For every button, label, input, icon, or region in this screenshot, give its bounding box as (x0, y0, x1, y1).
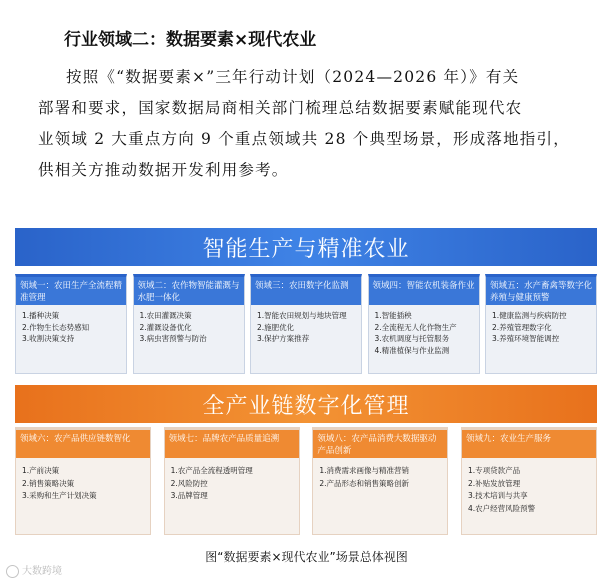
section-heading: 行业领域二：数据要素×现代农业 (64, 30, 317, 50)
section1-banner: 智能生产与精准农业 (15, 228, 597, 266)
domain-card (312, 427, 448, 535)
scenario-list (134, 305, 244, 350)
domain-card-title: 领域八：农产品消费大数据驱动产品创新 (313, 430, 447, 458)
section2-banner: 全产业链数字化管理 (15, 385, 597, 423)
scenario-item: 3.病虫害预警与防治 (139, 334, 207, 343)
scenario-item: 1.健康监测与疾病防控 (492, 311, 567, 320)
scenario-list (486, 305, 596, 350)
paragraph-line-4: 供相关方推动数据开发利用参考。 (38, 161, 289, 179)
scenario-item: 4.农户经营风险预警 (467, 503, 536, 513)
intro-paragraph (38, 62, 598, 186)
domain-card-title: 领域七：品牌农产品质量追溯 (165, 430, 299, 458)
domain-card (15, 274, 127, 374)
domain-card-title: 领域一：农田生产全流程精准管理 (16, 277, 126, 305)
scenario-item: 2.灌溉设备优化 (139, 322, 192, 332)
domain-card (164, 427, 300, 535)
paragraph-line-1 (38, 62, 598, 93)
scenario-item: 1.播种决策 (22, 311, 60, 320)
scenario-item: 3.采购和生产计划决策 (22, 491, 97, 500)
scenario-item: 2.销售策略决策 (22, 478, 75, 488)
scenario-list (165, 458, 299, 508)
domain-card-title: 领域四：智能农机装备作业 (369, 277, 479, 305)
watermark (6, 562, 62, 578)
domain-card-title: 领域五：水产畜禽等数字化养殖与健康预警 (486, 277, 596, 305)
domain-card (485, 274, 597, 374)
scenario-item: 3.品牌管理 (170, 491, 208, 500)
scenario-list (16, 305, 126, 350)
paragraph-line-2: 部署和要求，国家数据局商相关部门梳理总结数据要素赋能现代农 (38, 99, 523, 117)
domain-card (461, 427, 597, 535)
scenario-item: 2.作物生长态势感知 (22, 322, 90, 332)
scenario-item: 3.保护方案推荐 (257, 334, 310, 343)
scenario-item: 2.全流程无人化作物生产 (374, 322, 457, 332)
domain-card (133, 274, 245, 374)
scenario-item: 3.农机调度与托管服务 (374, 334, 450, 343)
scenario-item: 2.施肥优化 (257, 322, 295, 332)
domain-card-title: 领域六：农产品供应链数智化 (16, 430, 150, 458)
scenario-list (369, 305, 479, 361)
domain-card (250, 274, 362, 374)
scenario-item: 3.技术培训与共享 (467, 491, 528, 500)
paragraph-line-3: 业领域 2 大重点方向 9 个重点领域共 28 个典型场景，形成落地指引， (38, 130, 570, 148)
scenario-item: 2.养殖管理数字化 (492, 322, 552, 332)
scenario-item: 1.农田灌溉决策 (139, 311, 192, 320)
scenario-item: 1.智能农田规划与地块管理 (257, 311, 347, 320)
scenario-list (462, 458, 596, 520)
scenario-list (16, 458, 150, 508)
scenario-list (251, 305, 361, 350)
paragraph-line-1-text: 按照《“数据要素×”三年行动计划（2024—2026 年）》有关 (66, 68, 520, 86)
scenario-item: 4.精准植保与作业监测 (374, 345, 450, 355)
watermark-logo-icon (6, 565, 19, 578)
domain-card-title: 领域三：农田数字化监测 (251, 277, 361, 305)
domain-card (368, 274, 480, 374)
scenario-item: 2.补贴发放管理 (467, 478, 521, 488)
scenario-item: 2.风险防控 (170, 478, 208, 488)
scenario-item: 3.养殖环境智能调控 (492, 334, 560, 343)
scenario-item: 2.产品形态和销售策略创新 (319, 478, 409, 488)
section2-cards (15, 427, 597, 535)
domain-card-title: 领域九：农业生产服务 (462, 430, 596, 458)
scenario-item: 1.产前决策 (22, 466, 60, 475)
section1-cards (15, 274, 597, 374)
scenario-item: 1.专项贷款产品 (467, 466, 521, 475)
figure-caption: 图“数据要素×现代农业”场景总体视图 (205, 550, 408, 564)
watermark-text: 大数跨境 (22, 566, 62, 577)
scenario-item: 1.消费需求画像与精准营销 (319, 466, 409, 475)
scenario-item: 1.智能插秧 (374, 311, 412, 320)
scenario-item: 1.农产品全流程透明管理 (170, 466, 253, 475)
scenario-item: 3.收割决策支持 (22, 334, 75, 343)
domain-card-title: 领域二：农作物智能灌溉与水肥一体化 (134, 277, 244, 305)
scenario-list (313, 458, 447, 495)
domain-card (15, 427, 151, 535)
